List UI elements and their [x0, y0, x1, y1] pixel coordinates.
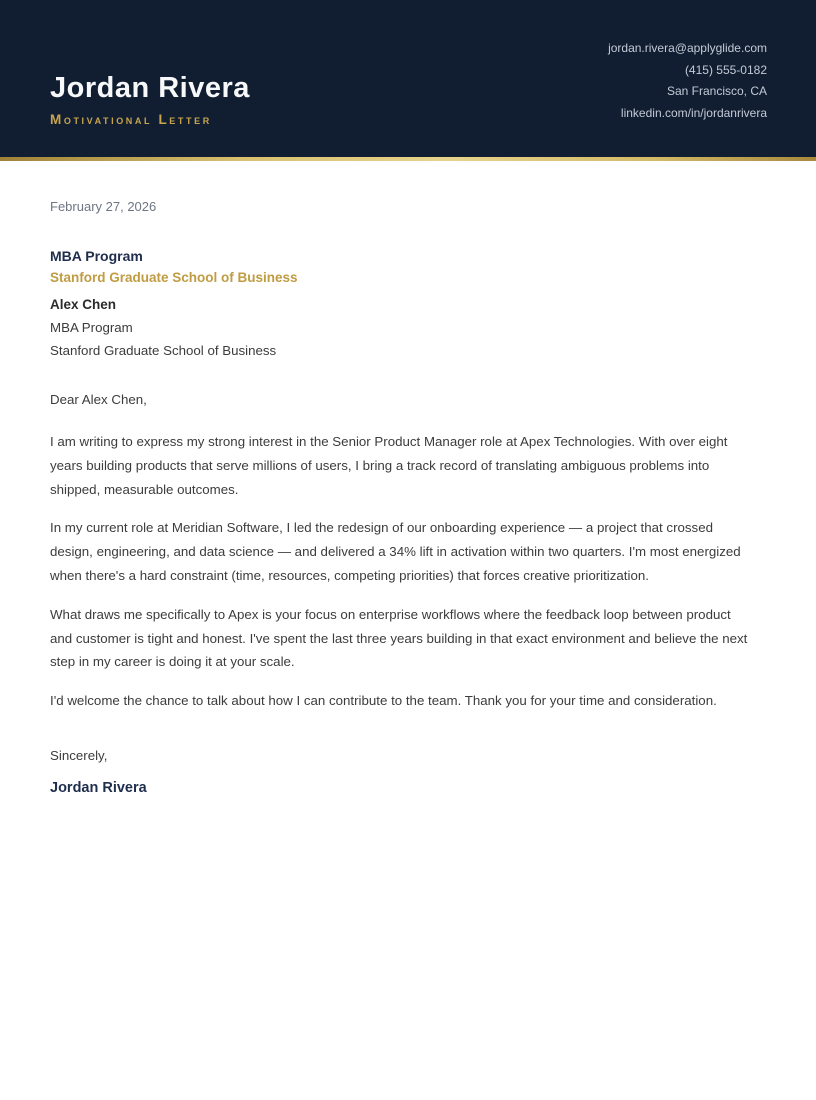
letter-body: [0, 161, 816, 796]
letter-date: February 27, 2026: [50, 199, 157, 214]
recipient-contact-role: MBA Program: [50, 320, 133, 335]
person-name: Jordan Rivera: [50, 72, 250, 105]
letter-paragraph: I am writing to express my strong interest in the Senior Product Manager role at Apex Technologies. With over eight years building products that serve millions of users, I bring a track record of translating ambiguous problems into shipped, measurable outcomes.: [50, 434, 728, 497]
recipient-contact-org: Stanford Graduate School of Business: [50, 343, 277, 358]
contact-email: jordan.rivera@applyglide.com: [608, 41, 767, 55]
contact-linkedin: linkedin.com/in/jordanrivera: [620, 105, 767, 120]
header-content: [0, 0, 816, 157]
letter-paragraph: What draws me specifically to Apex is your focus on enterprise workflows where the feedback loop between product and customer is tight and honest. I've spent the last three years building in that exact environment and believe the next step in my career is doing it at your scale.: [50, 606, 748, 670]
contact-phone: (415) 555-0182: [684, 62, 767, 77]
recipient-block: [50, 248, 766, 362]
salutation: Dear Alex Chen,: [50, 392, 147, 407]
signature-name: Jordan Rivera: [50, 779, 147, 796]
document-subtitle: Motivational Letter: [50, 112, 212, 127]
recipient-school: Stanford Graduate School of Business: [50, 270, 298, 285]
letter-paragraph: In my current role at Meridian Software, I led the redesign of our onboarding experience — a project that crossed design, engineering, and data science — and delivered a 34% lift in activation within two quarters. I'm most energized when there's a hard constraint (time, resources, competing priorities) that forces creative prioritization.: [50, 520, 741, 583]
closing: Sincerely,: [50, 747, 108, 763]
recipient-program: MBA Program: [50, 248, 143, 264]
letter-header: [0, 0, 816, 157]
contact-location: San Francisco, CA: [666, 84, 767, 98]
letter-paragraph: I'd welcome the chance to talk about how I can contribute to the team. Thank you for your time and consideration.: [50, 693, 717, 709]
contact-block: [608, 38, 767, 157]
recipient-person-block: [50, 293, 766, 362]
identity-block: [50, 73, 250, 127]
recipient-contact-name: Alex Chen: [50, 297, 117, 312]
